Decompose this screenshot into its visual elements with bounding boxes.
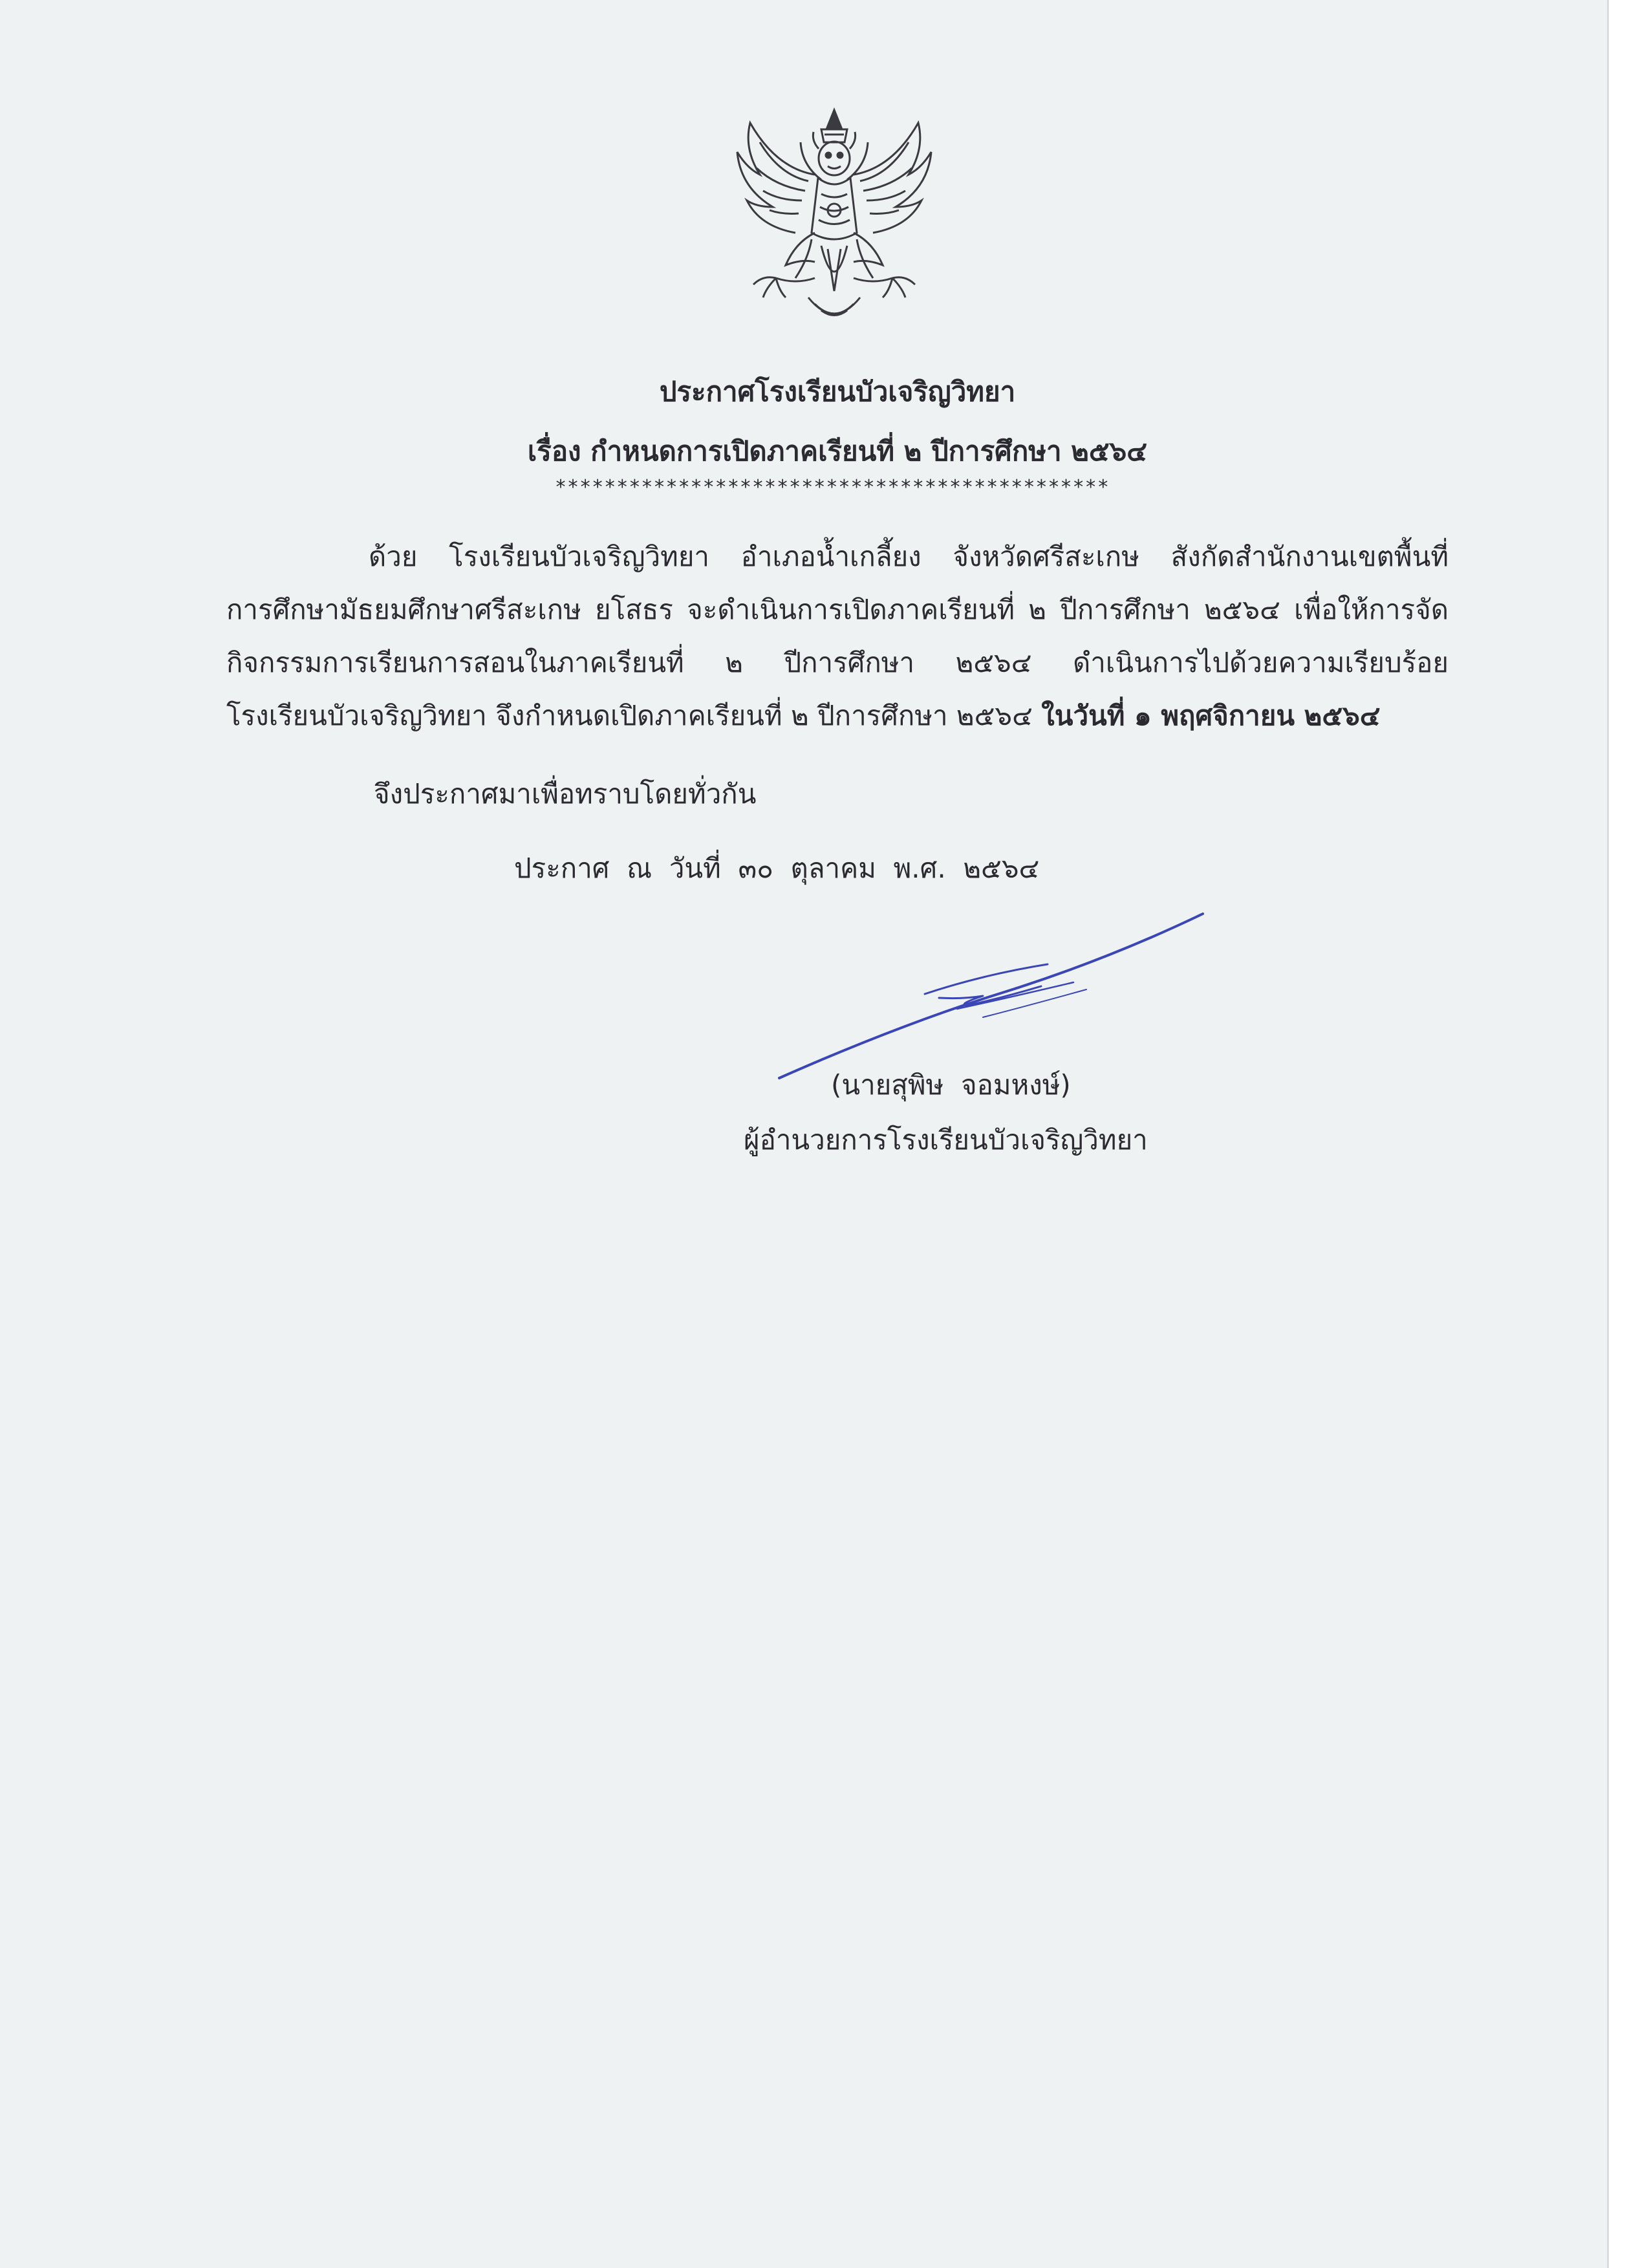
document-title: ประกาศโรงเรียนบัวเจริญวิทยา (659, 376, 1016, 407)
body-paragraph (226, 530, 1449, 742)
scan-border (1607, 0, 1649, 2268)
document-header (388, 362, 1287, 481)
opening-date-text: ในวันที่ ๑ พฤศจิกายน ๒๕๖๔ (1041, 700, 1381, 731)
handwritten-signature (770, 902, 1216, 1090)
separator-line: ********************************************* (555, 476, 1110, 499)
announcement-closing: จึงประกาศมาเพื่อทราบโดยทั่วกัน (374, 778, 757, 810)
garuda-emblem-icon (724, 103, 944, 336)
body-line: ด้วย โรงเรียนบัวเจริญวิทยา อำเภอน้ำเกลี้ยง จังหวัดศรีสะเกษ สังกัดสำนักงานเขตพื้นที่ (369, 541, 1449, 572)
body-line (226, 689, 1449, 742)
signer-name: (นายสุพิษ จอมหงษ์) (831, 1069, 1071, 1101)
body-line-text: โรงเรียนบัวเจริญวิทยา จึงกำหนดเปิดภาคเรียนที่ ๒ ปีการศึกษา ๒๕๖๔ (226, 700, 1042, 731)
body-line: การศึกษามัธยมศึกษาศรีสะเกษ ยโสธร จะดำเนินการเปิดภาคเรียนที่ ๒ ปีการศึกษา ๒๕๖๔ เพื่อให้การจัด (226, 594, 1449, 625)
document-subject: เรื่อง กำหนดการเปิดภาคเรียนที่ ๒ ปีการศึกษา ๒๕๖๔ (527, 435, 1148, 467)
body-line: กิจกรรมการเรียนการสอนในภาคเรียนที่ ๒ ปีการศึกษา ๒๕๖๔ ดำเนินการไปด้วยความเรียบร้อย (226, 647, 1449, 678)
signer-title: ผู้อำนวยการโรงเรียนบัวเจริญวิทยา (744, 1124, 1148, 1156)
announcement-date: ประกาศ ณ วันที่ ๓๐ ตุลาคม พ.ศ. ๒๕๖๔ (514, 852, 1040, 884)
